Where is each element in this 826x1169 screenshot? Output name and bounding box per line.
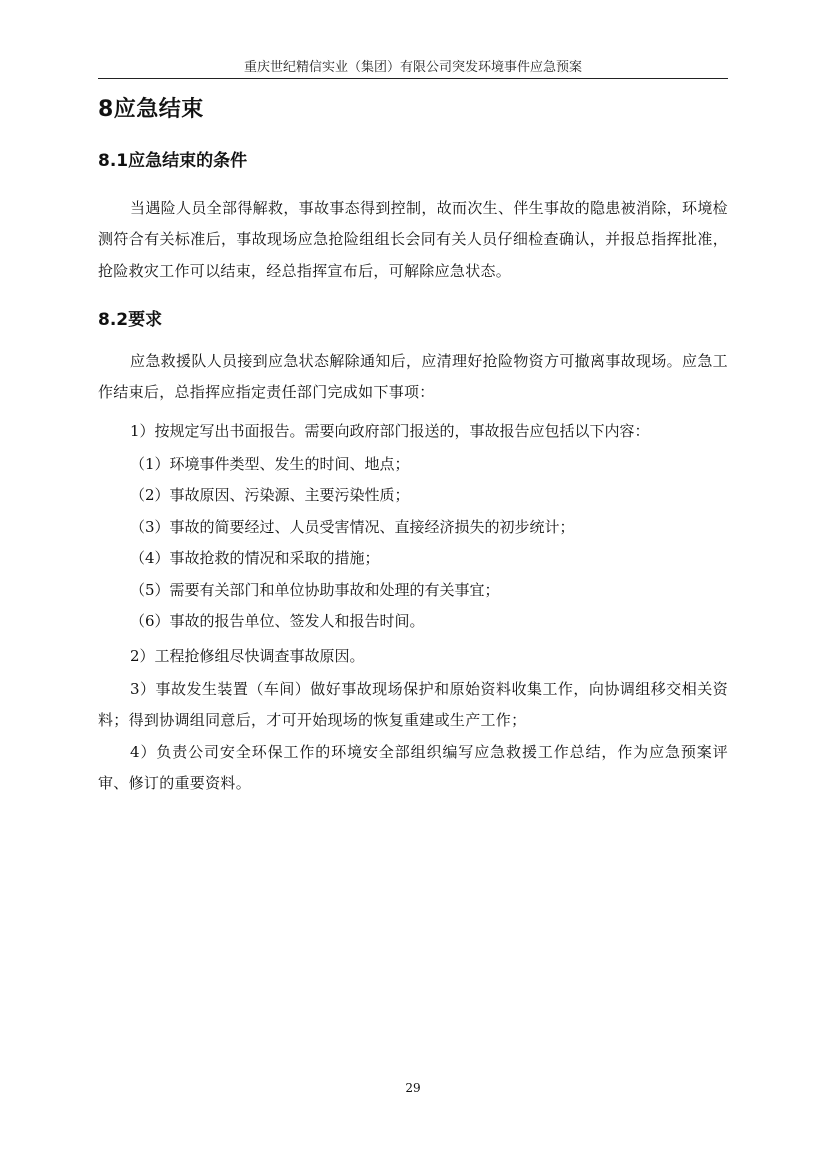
list-item-3: 3）事故发生装置（车间）做好事故现场保护和原始资料收集工作，向协调组移交相关资料；得到协调组同意后，才可开始现场的恢复重建或生产工作； — [98, 680, 728, 730]
list-subitem-6: （6）事故的报告单位、签发人和报告时间。 — [130, 612, 425, 630]
list-item-2: 2）工程抢修组尽快调查事故原因。 — [130, 647, 365, 665]
list-item-1: 1）按规定写出书面报告。需要向政府部门报送的，事故报告应包括以下内容： — [130, 422, 650, 440]
header-divider — [98, 78, 728, 79]
running-header: 重庆世纪精信实业（集团）有限公司突发环境事件应急预案 — [243, 60, 582, 75]
section-heading: 8应急结束 — [98, 97, 204, 122]
subsection-heading-8-1: 8.1应急结束的条件 — [98, 151, 248, 171]
subsection-heading-8-2: 8.2要求 — [98, 310, 163, 330]
list-subitem-5: （5）需要有关部门和单位协助事故和处理的有关事宜； — [130, 581, 500, 599]
list-item-4: 4）负责公司安全环保工作的环境安全部组织编写应急救援工作总结，作为应急预案评审、修订的重要资料。 — [98, 743, 728, 793]
paragraph-requirements-intro: 应急救援队人员接到应急状态解除通知后，应清理好抢险物资方可撤离事故现场。应急工作结束后，总指挥应指定责任部门完成如下事项： — [98, 352, 728, 402]
list-subitem-2: （2）事故原因、污染源、主要污染性质； — [130, 486, 410, 504]
list-subitem-3: （3）事故的简要经过、人员受害情况、直接经济损失的初步统计； — [130, 518, 575, 536]
paragraph-end-conditions: 当遇险人员全部得解救，事故事态得到控制，故而次生、伴生事故的隐患被消除，环境检测符合有关标准后，事故现场应急抢险组组长会同有关人员仔细检查确认，并报总指挥批准，抢险救灾工作可以结束，经总指挥宣布后，可解除应急状态。 — [98, 199, 728, 280]
list-subitem-4: （4）事故抢救的情况和采取的措施； — [130, 549, 380, 567]
list-subitem-1: （1）环境事件类型、发生的时间、地点； — [130, 455, 410, 473]
page-number: 29 — [405, 1081, 421, 1095]
